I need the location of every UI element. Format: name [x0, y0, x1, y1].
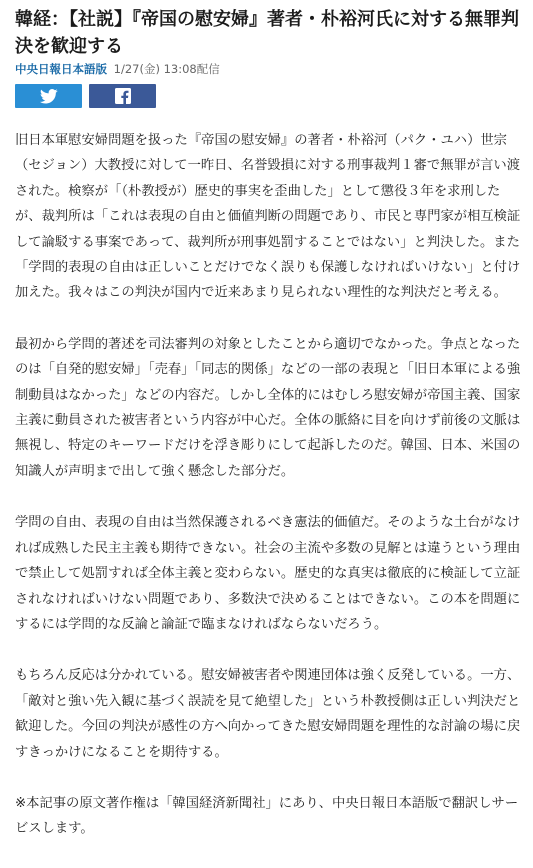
article-paragraph: 旧日本軍慰安婦問題を扱った『帝国の慰安婦』の著者・朴裕河（パク・ユハ）世宗（セジョン）大教授に対して一昨日、名誉毀損に対する刑事裁判１審で無罪が言い渡された。検察が「（朴教授が）歴史的事実を歪曲した」として懲役３年を求刑したが、裁判所は「これは表現の自由と価値判断の問題であり、市民と専門家が相互検証して論駁する事案であって、裁判所が刑事処罰することではない」と判決した。また「学問的表現の自由は正しいことだけでなく誤りも保護しなければいけない」と付け加えた。我々はこの判決が国内で近来あまり見られない理性的な判決だと考える。: [15, 133, 521, 301]
article-paragraph: 最初から学問的著述を司法審判の対象としたことから適切でなかった。争点となったのは「自発的慰安婦」「売春」「同志的関係」などの一部の表現と「旧日本軍による強制動員はなかった」などの内容だ。しかし全体的にはむしろ慰安婦が帝国主義、国家主義に動員された被害者という内容が中心だ。全体の脈絡に目を向けず前後の文脈は無視し、特定のキーワードだけを浮き彫りにして起訴したのだ。韓国、日本、米国の知識人が声明まで出して強く懸念した部分だ。: [15, 336, 521, 479]
facebook-share-button[interactable]: [89, 84, 156, 108]
facebook-icon: [115, 88, 131, 104]
publish-date: 1/27(金) 13:08配信: [113, 62, 220, 76]
article-body: [15, 128, 525, 868]
article-paragraph: もちろん反応は分かれている。慰安婦被害者や関連団体は強く反発している。一方、「敵対と強い先入観に基づく誤読を見て絶望した」という朴教授側は正しい判決だと歓迎した。今回の判決が感性の方へ向かってきた慰安婦問題を理性的な討論の場に戻すきっかけになることを期待する。: [15, 668, 521, 760]
article-paragraph: 学問の自由、表現の自由は当然保護されるべき憲法的価値だ。そのような土台がなければ成熟した民主主義も期待できない。社会の主流や多数の見解とは違うという理由で禁止して処罰すれば全体主義と変わらない。歴史的な真実は徹底的に検証して立証されなければいけない問題であり、多数決で決めることはできない。この本を問題にするには学問的な反論と論証で臨まなければならないだろう。: [15, 515, 521, 632]
copyright-note: ※本記事の原文著作権は「韓国経済新聞社」にあり、中央日報日本語版で翻訳しサービスします。: [15, 795, 519, 837]
article-headline: 韓経：【社説】『帝国の慰安婦』著者・朴裕河氏に対する無罪判決を歓迎する: [15, 9, 519, 57]
article-meta: [15, 62, 220, 76]
twitter-icon: [40, 89, 58, 104]
source-link[interactable]: 中央日報日本語版: [15, 62, 107, 76]
twitter-share-button[interactable]: [15, 84, 82, 108]
